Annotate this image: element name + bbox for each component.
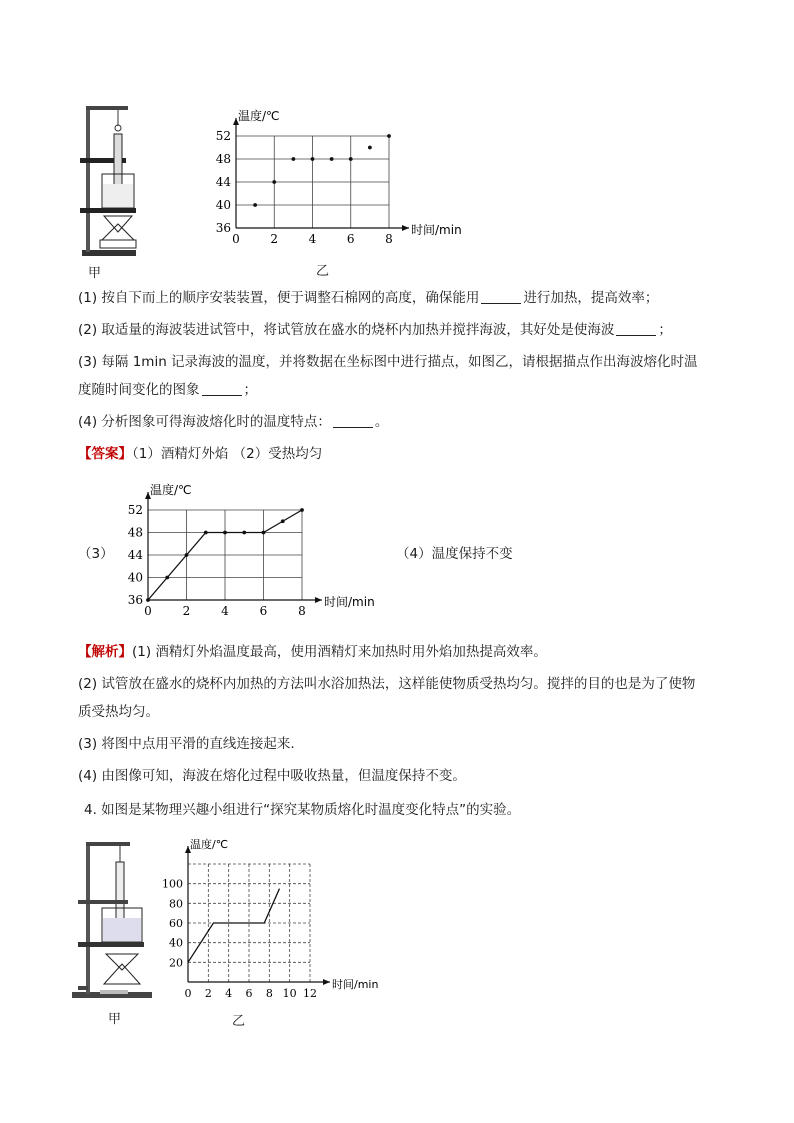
x-tick-label: 4 <box>308 232 317 246</box>
x-tick-label: 0 <box>184 987 192 1000</box>
question-2: (2) 取适量的海波装进试管中，将试管放在盛水的烧杯内加热并搅拌海波，其好处是使海波 ； <box>78 322 672 338</box>
answer-item-4: （4）温度保持不变 <box>396 546 513 562</box>
answer-line-chart <box>118 482 378 624</box>
data-point <box>262 531 266 535</box>
y-tick-label: 44 <box>215 175 231 189</box>
data-point <box>349 157 353 161</box>
x-axis-arrow <box>315 597 322 603</box>
y-tick-label: 40 <box>215 198 231 212</box>
answer-blank-4[interactable] <box>333 413 373 428</box>
data-point <box>330 157 334 161</box>
question-3-line-1: (3) 每隔 1min 记录海波的温度，并将数据在坐标图中进行描点，如图乙，请根据描点作出海波熔化时温 <box>78 354 698 370</box>
data-point <box>223 531 227 535</box>
x-tick-label: 12 <box>303 987 317 1000</box>
y-tick-label: 36 <box>215 221 231 235</box>
y-tick-label: 36 <box>127 593 143 607</box>
question-4-stem: 4. 如图是某物理兴趣小组进行“探究某物质熔化时温度变化特点”的实验。 <box>84 802 521 818</box>
x-axis-arrow <box>402 225 409 231</box>
x-axis-arrow <box>323 979 330 985</box>
data-point <box>300 508 304 512</box>
analysis-tag: 【解析】 <box>78 644 132 660</box>
y-axis-label: 温度/℃ <box>150 483 192 497</box>
question-4: (4) 分析图象可得海波熔化时的温度特点： 。 <box>78 414 389 430</box>
data-point <box>311 157 315 161</box>
x-axis-label: 时间/min <box>411 223 462 237</box>
x-tick-label: 4 <box>221 604 229 618</box>
x-axis-label: 时间/min <box>324 595 375 609</box>
x-tick-label: 6 <box>245 987 253 1000</box>
x-tick-label: 2 <box>182 604 191 618</box>
y-tick-label: 60 <box>169 917 183 930</box>
x-tick-label: 6 <box>259 604 268 618</box>
apparatus-label-q4: 甲 <box>108 1012 122 1027</box>
graph-label-top: 乙 <box>316 264 330 279</box>
apparatus-label-top: 甲 <box>88 266 102 281</box>
x-axis-label: 时间/min <box>332 978 379 991</box>
graph-label-q4: 乙 <box>232 1014 246 1029</box>
q4-line-chart <box>162 838 388 1012</box>
y-tick-label: 52 <box>215 129 231 143</box>
data-point <box>146 598 150 602</box>
data-point <box>253 203 257 207</box>
analysis-line-3: 质受热均匀。 <box>78 704 159 720</box>
x-tick-label: 8 <box>265 987 273 1000</box>
y-tick-label: 44 <box>127 548 143 562</box>
x-tick-label: 0 <box>144 604 152 618</box>
data-point <box>272 180 276 184</box>
y-tick-label: 20 <box>169 956 183 970</box>
answer-line: 【答案】（1）酒精灯外焰 （2）受热均匀 <box>78 446 323 462</box>
data-point <box>291 157 295 161</box>
x-tick-label: 10 <box>282 987 297 1000</box>
analysis-line-2: (2) 试管放在盛水的烧杯内加热的方法叫水浴加热法，这样能使物质受热均匀。搅拌的目的也是为了使物 <box>78 676 696 692</box>
y-tick-label: 48 <box>215 152 231 166</box>
apparatus-diagram-top <box>78 100 140 260</box>
x-tick-label: 8 <box>298 604 306 618</box>
data-point <box>281 519 285 523</box>
y-tick-label: 100 <box>162 877 183 891</box>
melting-scatter-chart <box>200 104 462 256</box>
apparatus-diagram-q4 <box>72 838 158 1008</box>
data-point <box>204 531 208 535</box>
x-tick-label: 6 <box>346 232 355 246</box>
y-axis-label: 温度/℃ <box>190 838 229 851</box>
analysis-line-5: (4) 由图像可知，海波在熔化过程中吸收热量，但温度保持不变。 <box>78 768 466 784</box>
y-tick-label: 48 <box>127 525 143 540</box>
series-line <box>188 889 280 963</box>
data-point <box>165 576 169 580</box>
analysis-line-1: 【解析】(1) 酒精灯外焰温度最高，使用酒精灯来加热时用外焰加热提高效率。 <box>78 644 547 660</box>
data-point <box>185 553 189 557</box>
x-tick-label: 4 <box>225 987 233 1000</box>
y-axis-label: 温度/℃ <box>238 109 280 123</box>
y-tick-label: 80 <box>169 897 183 911</box>
answer-blank-1[interactable] <box>481 289 521 304</box>
data-point <box>368 146 372 150</box>
x-tick-label: 2 <box>204 987 212 1000</box>
x-tick-label: 0 <box>232 232 240 246</box>
answer-blank-2[interactable] <box>616 321 656 336</box>
question-3-line-2: 度随时间变化的图象 ； <box>78 382 257 398</box>
answer-item-3: （3） <box>78 546 114 562</box>
question-1: (1) 按自下而上的顺序安装装置，便于调整石棉网的高度，确保能用 进行加热，提高效率； <box>78 290 659 306</box>
y-tick-label: 52 <box>127 503 143 517</box>
answer-tag: 【答案】 <box>78 446 132 462</box>
answer-blank-3[interactable] <box>202 381 242 396</box>
x-tick-label: 8 <box>385 232 393 246</box>
y-tick-label: 40 <box>169 936 183 950</box>
x-tick-label: 2 <box>270 232 279 246</box>
data-point <box>387 134 391 138</box>
analysis-line-4: (3) 将图中点用平滑的直线连接起来. <box>78 736 295 752</box>
y-tick-label: 40 <box>127 570 143 585</box>
data-point <box>242 531 246 535</box>
